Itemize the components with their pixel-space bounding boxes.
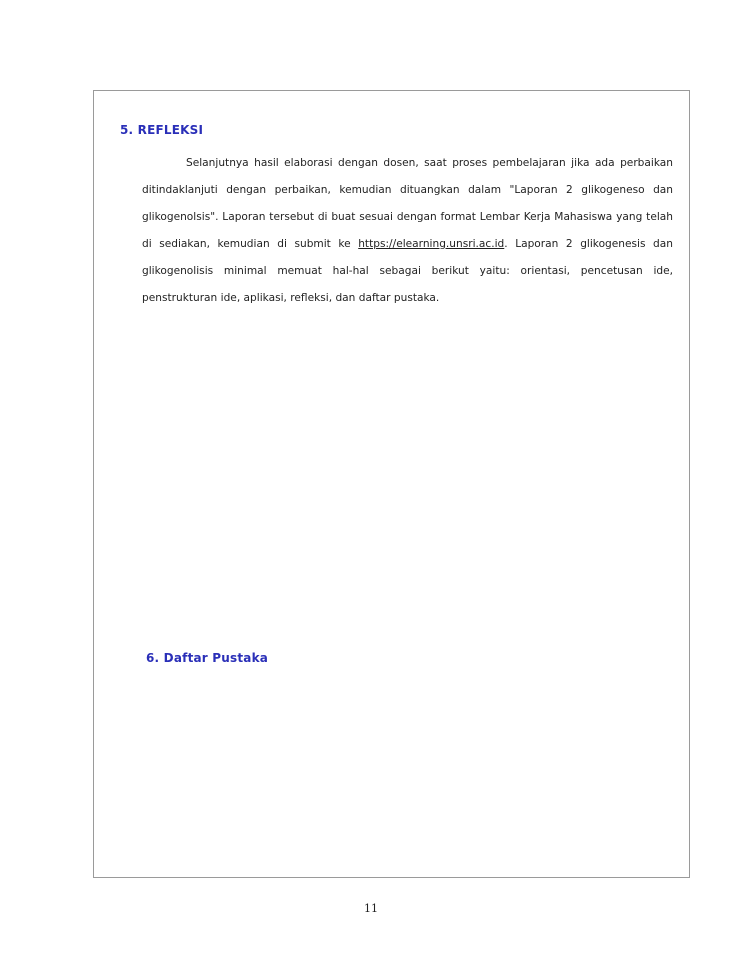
refleksi-paragraph [142,150,673,312]
section-heading-refleksi: 5. REFLEKSI [120,123,204,137]
page-number: 11 [364,902,378,915]
paragraph-text-before-link: Selanjutnya hasil elaborasi dengan dosen, saat proses pembelajaran jika ada perbaikan ditindaklanjuti dengan perbaikan, kemudian dituangkan dalam "Laporan 2 glikogeneso dan glikogenolsis". Laporan tersebut di buat sesuai dengan format Lembar Kerja Mahasiswa yang telah di sediakan, kemudian di submit ke [142,157,673,250]
paragraph-text-after-link: . Laporan 2 glikogenesis dan glikogenolisis minimal memuat hal-hal sebagai berikut yaitu: orientasi, pencetusan ide, penstrukturan ide, aplikasi, refleksi, dan daftar pustaka. [142,238,673,304]
refleksi-paragraph-block [142,150,673,312]
elearning-link[interactable]: https://elearning.unsri.ac.id [358,238,505,250]
section-heading-daftar-pustaka: 6. Daftar Pustaka [146,651,269,665]
